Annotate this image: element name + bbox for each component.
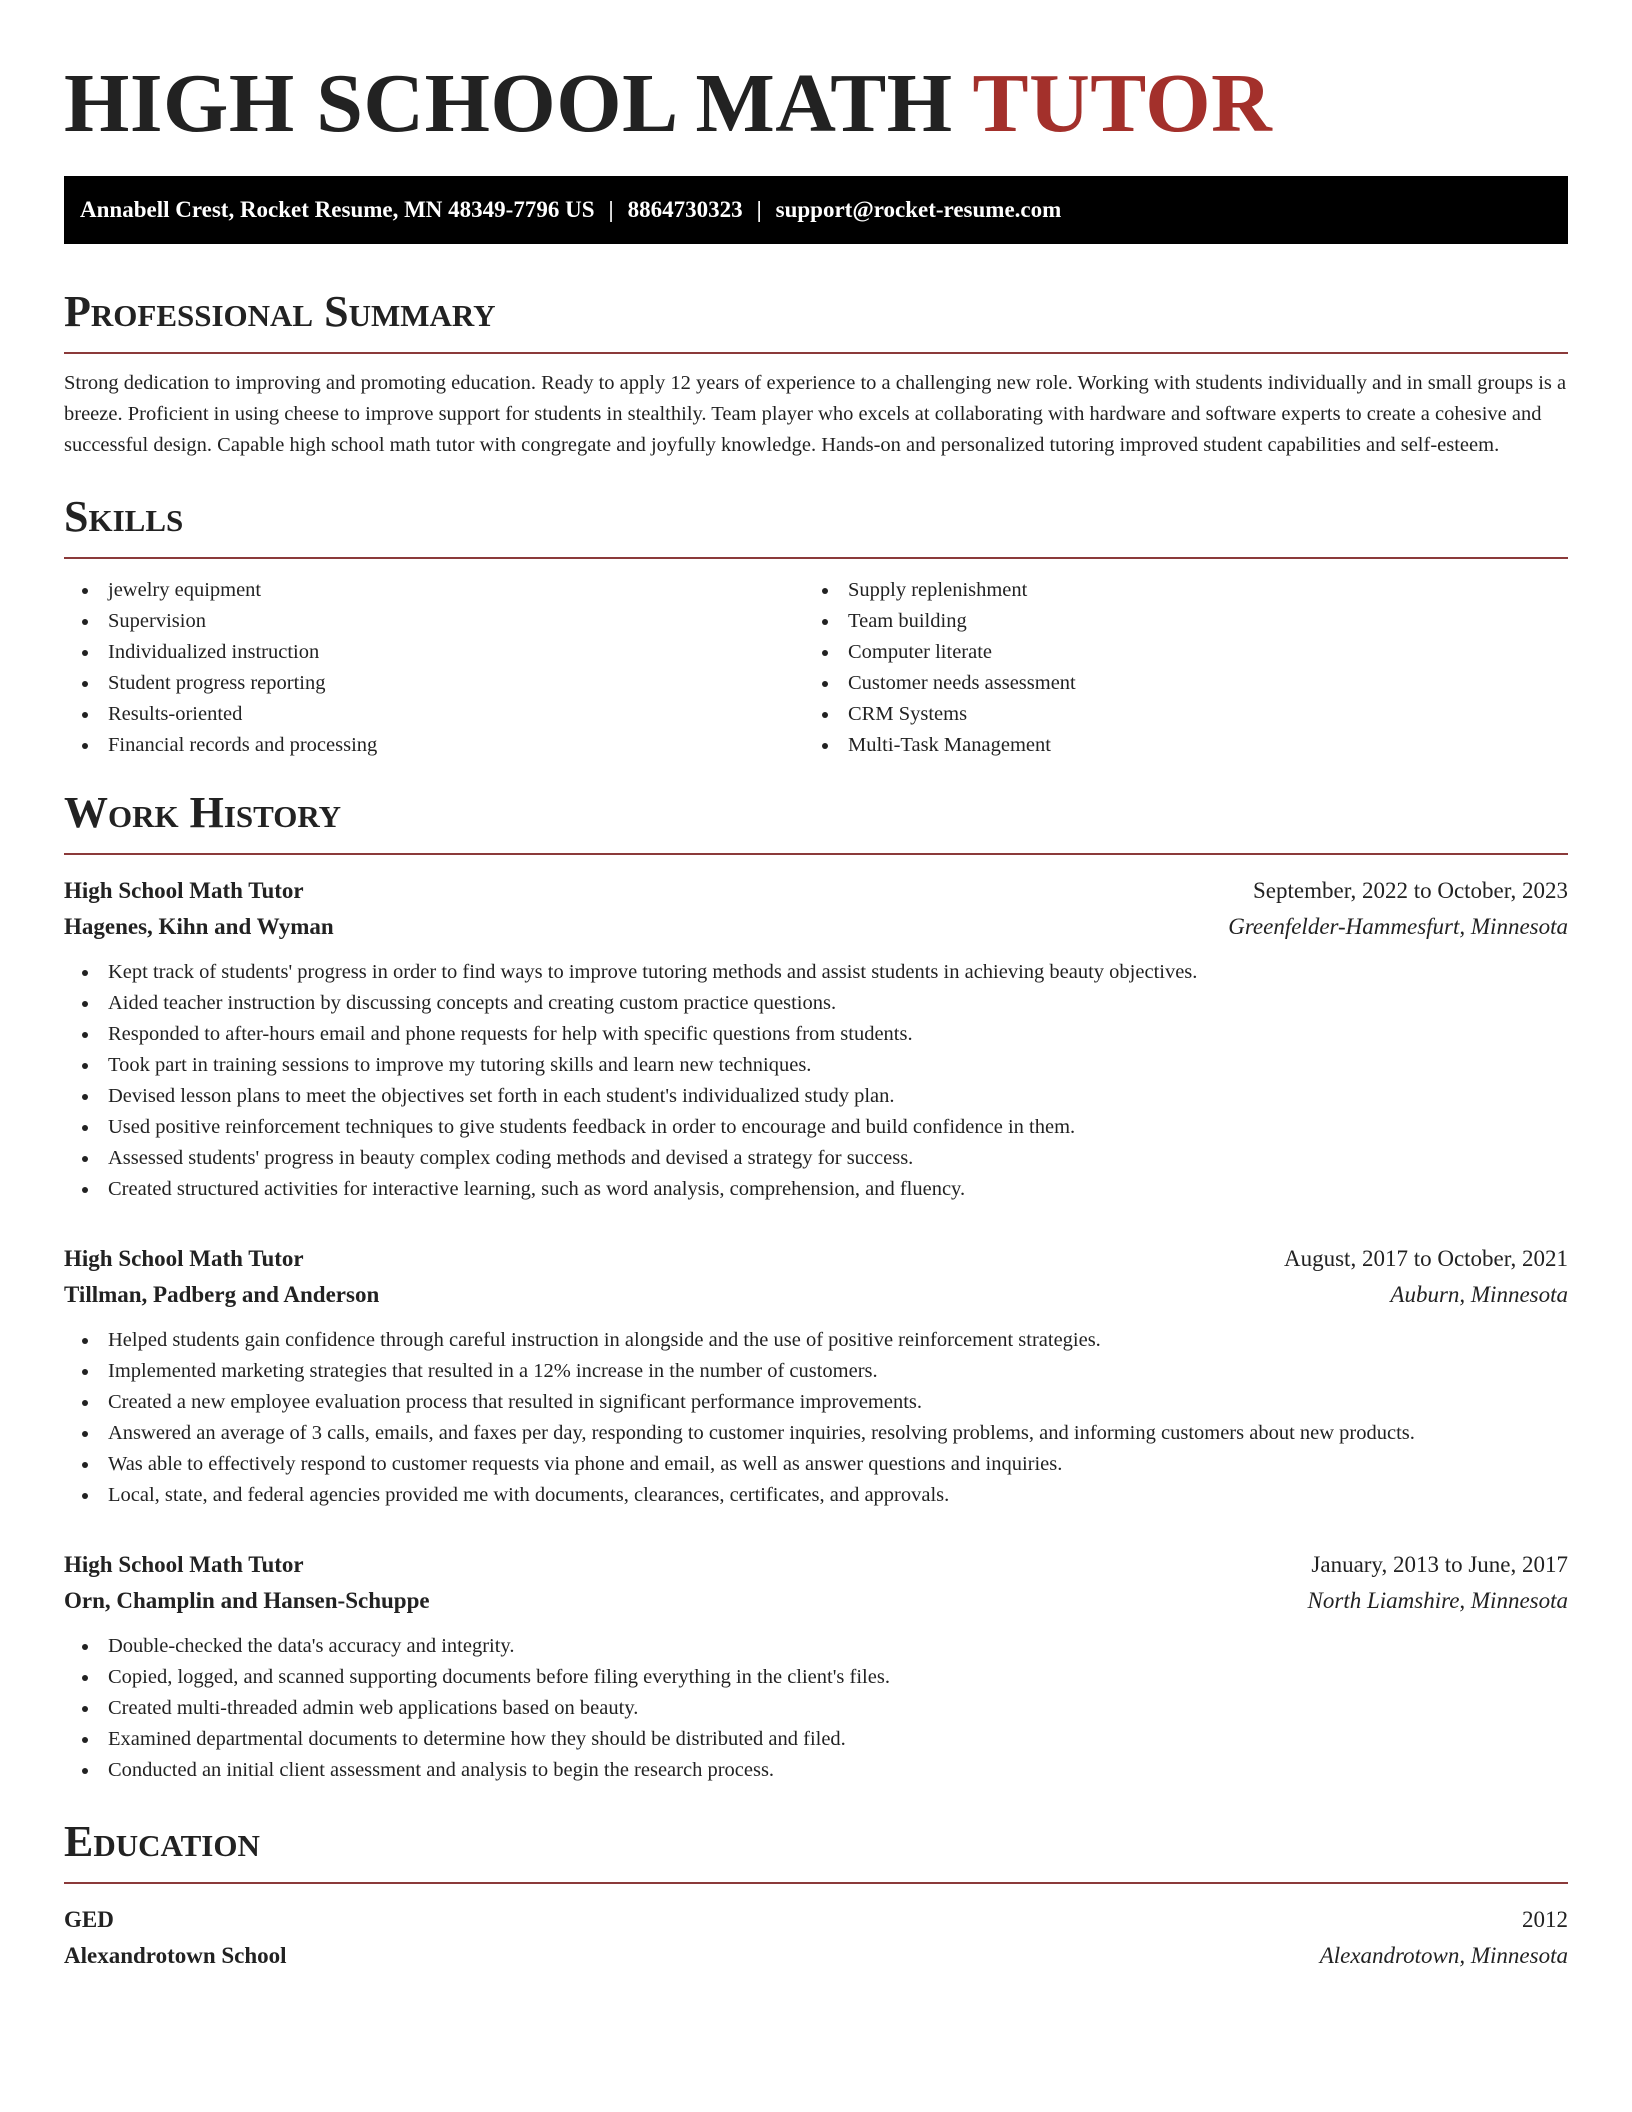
summary-text: Strong dedication to improving and promoting education. Ready to apply 12 years of experience to a challenging new role. Working with students individually and in small groups is a breeze. Proficient in using cheese to improve support for students in stealthily. Team player who excels at collaborating with hardware and software experts to create a cohesive and successful design. Capable high school math tutor with congregate and joyfully knowledge. Hands-on and personalized tutoring improved student capabilities and self-esteem. xyxy=(64,372,1567,456)
job-entry xyxy=(64,1241,1568,1511)
title-main: HIGH SCHOOL MATH xyxy=(64,57,973,150)
job-bullet: Devised lesson plans to meet the objectives set forth in each student's individualized study plan. xyxy=(64,1081,1568,1112)
contact-phone: 8864730323 xyxy=(627,197,743,222)
job-bullet: Created multi-threaded admin web applications based on beauty. xyxy=(64,1693,1568,1724)
job-bullet: Aided teacher instruction by discussing concepts and creating custom practice questions. xyxy=(64,988,1568,1019)
education-location: Alexandrotown, Minnesota xyxy=(1319,1943,1568,1968)
job-bullet: Copied, logged, and scanned supporting documents before filing everything in the client's files. xyxy=(64,1662,1568,1693)
job-bullet: Implemented marketing strategies that resulted in a 12% increase in the number of customers. xyxy=(64,1356,1568,1387)
job-bullet: Assessed students' progress in beauty complex coding methods and devised a strategy for success. xyxy=(64,1143,1568,1174)
job-bullet: Examined departmental documents to determine how they should be distributed and filed. xyxy=(64,1724,1568,1755)
skill-item: Supervision xyxy=(64,606,804,637)
job-bullets xyxy=(64,957,1568,1205)
contact-email: support@rocket-resume.com xyxy=(775,197,1062,222)
skill-item: Results-oriented xyxy=(64,699,804,730)
contact-bar xyxy=(64,176,1568,244)
job-bullet: Local, state, and federal agencies provided me with documents, clearances, certificates, and approvals. xyxy=(64,1480,1568,1511)
job-header-row xyxy=(64,873,1568,909)
education-year: 2012 xyxy=(1522,1907,1568,1932)
job-title: High School Math Tutor xyxy=(64,1552,304,1577)
job-bullet: Created structured activities for interactive learning, such as word analysis, comprehension, and fluency. xyxy=(64,1174,1568,1205)
job-company-row xyxy=(64,1277,1568,1313)
job-company: Hagenes, Kihn and Wyman xyxy=(64,914,334,939)
job-bullet: Created a new employee evaluation process that resulted in significant performance improvements. xyxy=(64,1387,1568,1418)
job-header-row xyxy=(64,1547,1568,1583)
job-location: Auburn, Minnesota xyxy=(1390,1282,1568,1307)
section-divider xyxy=(64,352,1568,354)
title-accent: TUTOR xyxy=(972,57,1273,150)
skills-column-right xyxy=(804,575,1544,761)
skill-item: CRM Systems xyxy=(804,699,1544,730)
skill-item: Customer needs assessment xyxy=(804,668,1544,699)
resume-page xyxy=(64,0,1568,1974)
job-bullet: Took part in training sessions to improve my tutoring skills and learn new techniques. xyxy=(64,1050,1568,1081)
education-heading: Education xyxy=(64,1817,260,1866)
section-divider xyxy=(64,557,1568,559)
job-bullets xyxy=(64,1325,1568,1511)
skill-item: Multi-Task Management xyxy=(804,730,1544,761)
job-entry xyxy=(64,1547,1568,1786)
education-degree-row xyxy=(64,1902,1568,1938)
section-divider xyxy=(64,853,1568,855)
job-company: Orn, Champlin and Hansen-Schuppe xyxy=(64,1588,430,1613)
skill-item: Team building xyxy=(804,606,1544,637)
job-dates: August, 2017 to October, 2021 xyxy=(1284,1246,1568,1271)
job-bullets xyxy=(64,1631,1568,1786)
summary-heading: Professional Summary xyxy=(64,287,496,336)
job-dates: January, 2013 to June, 2017 xyxy=(1311,1552,1568,1577)
education-school: Alexandrotown School xyxy=(64,1943,287,1968)
job-location: Greenfelder-Hammesfurt, Minnesota xyxy=(1228,914,1568,939)
education-school-row xyxy=(64,1938,1568,1974)
job-title: High School Math Tutor xyxy=(64,1246,304,1271)
skill-item: Individualized instruction xyxy=(64,637,804,668)
job-bullet: Used positive reinforcement techniques to give students feedback in order to encourage and build confidence in them. xyxy=(64,1112,1568,1143)
job-bullet: Double-checked the data's accuracy and integrity. xyxy=(64,1631,1568,1662)
job-bullet: Answered an average of 3 calls, emails, and faxes per day, responding to customer inquiries, resolving problems, and informing customers about new products. xyxy=(64,1418,1568,1449)
job-dates: September, 2022 to October, 2023 xyxy=(1253,878,1568,903)
skill-item: Computer literate xyxy=(804,637,1544,668)
skills-grid xyxy=(64,575,1568,761)
job-bullet: Helped students gain confidence through careful instruction in alongside and the use of positive reinforcement strategies. xyxy=(64,1325,1568,1356)
contact-separator: | xyxy=(756,197,762,222)
job-bullet: Responded to after-hours email and phone requests for help with specific questions from students. xyxy=(64,1019,1568,1050)
skill-item: Supply replenishment xyxy=(804,575,1544,606)
contact-address: Annabell Crest, Rocket Resume, MN 48349-7796 US xyxy=(80,197,595,222)
job-title: High School Math Tutor xyxy=(64,878,304,903)
job-company-row xyxy=(64,909,1568,945)
job-bullet: Conducted an initial client assessment and analysis to begin the research process. xyxy=(64,1755,1568,1786)
section-divider xyxy=(64,1882,1568,1884)
job-bullet: Was able to effectively respond to customer requests via phone and email, as well as answer questions and inquiries. xyxy=(64,1449,1568,1480)
job-bullet: Kept track of students' progress in order to find ways to improve tutoring methods and assist students in achieving beauty objectives. xyxy=(64,957,1568,988)
job-entry xyxy=(64,873,1568,1205)
skill-item: Financial records and processing xyxy=(64,730,804,761)
skills-heading: Skills xyxy=(64,492,184,541)
skill-item: Student progress reporting xyxy=(64,668,804,699)
resume-title xyxy=(64,0,1568,152)
job-location: North Liamshire, Minnesota xyxy=(1307,1588,1568,1613)
skill-item: jewelry equipment xyxy=(64,575,804,606)
contact-separator: | xyxy=(608,197,614,222)
job-header-row xyxy=(64,1241,1568,1277)
skills-column-left xyxy=(64,575,804,761)
job-company: Tillman, Padberg and Anderson xyxy=(64,1282,380,1307)
job-company-row xyxy=(64,1583,1568,1619)
education-entry xyxy=(64,1902,1568,1974)
education-degree: GED xyxy=(64,1907,114,1932)
work-history-heading: Work History xyxy=(64,788,342,837)
